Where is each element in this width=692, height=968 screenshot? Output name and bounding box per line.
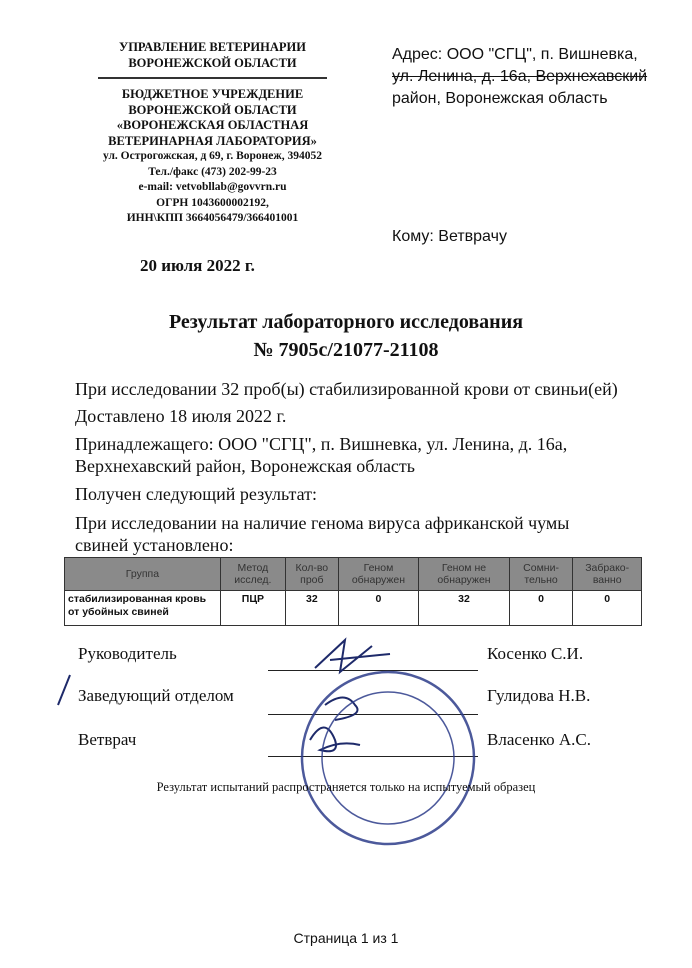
result-disclaimer: Результат испытаний распространяется только на испытуемый образец	[156, 780, 536, 794]
col-rejected: Забрако-ванно	[573, 558, 642, 591]
recipient: Кому: Ветврачу	[392, 228, 507, 245]
owner-line: Принадлежащего: ООО "СГЦ", п. Вишневка, ул. Ленина, д. 16а,	[75, 434, 568, 454]
col-doubtful: Сомни-тельно	[509, 558, 573, 591]
document-date: 20 июля 2022 г.	[140, 256, 255, 275]
body-samples: При исследовании 32 проб(ы) стабилизированной крови от свиньи(ей)	[75, 379, 618, 399]
handwritten-signature	[315, 640, 390, 672]
handwritten-signature	[310, 728, 360, 752]
signature-role: Руководитель	[78, 644, 177, 663]
signature-name: Власенко А.С.	[487, 730, 592, 749]
org-line: ВОРОНЕЖСКОЙ ОБЛАСТИ	[128, 102, 297, 117]
signature-name: Гулидова Н.В.	[487, 686, 591, 705]
address-line: Адрес: ООО "СГЦ", п. Вишневка,	[392, 46, 638, 63]
body-result-intro: Получен следующий результат:	[75, 484, 318, 504]
address-line: ул. Ленина, д. 16а, Верхнехавский	[392, 68, 648, 85]
cell-count: 32	[285, 591, 338, 626]
cell-detected: 0	[338, 591, 419, 626]
test-line: свиней установлено:	[75, 535, 234, 555]
col-group: Группа	[65, 558, 221, 591]
handwritten-signature	[58, 675, 358, 720]
page-number: Страница 1 из 1	[293, 930, 399, 946]
test-line: При исследовании на наличие генома вируса африканской чумы	[75, 513, 570, 533]
owner-line: Верхнехавский район, Воронежская область	[75, 456, 415, 476]
signature-role: Ветврач	[78, 730, 137, 749]
org-inn: ИНН\КПП 3664056479/366401001	[126, 212, 299, 224]
address-line: район, Воронежская область	[392, 90, 608, 107]
org-ogrn: ОГРН 1043600002192,	[156, 196, 269, 209]
official-stamp	[302, 672, 474, 844]
org-email: e-mail: vetvobllab@govvrn.ru	[138, 181, 287, 193]
cell-rejected: 0	[573, 591, 642, 626]
org-line: «ВОРОНЕЖСКАЯ ОБЛАСТНАЯ	[116, 118, 309, 132]
cell-doubtful: 0	[509, 591, 573, 626]
col-not-detected: Геном не обнаружен	[419, 558, 510, 591]
body-delivered: Доставлено 18 июля 2022 г.	[75, 406, 287, 426]
org-address: ул. Острогожская, д 69, г. Воронеж, 394052	[103, 150, 322, 162]
col-method: Метод исслед.	[220, 558, 285, 591]
org-line: ВЕТЕРИНАРНАЯ ЛАБОРАТОРИЯ»	[108, 133, 317, 148]
cell-group: стабилизированная кровь от убойных свиней	[65, 591, 221, 626]
signature-role: Заведующий отделом	[78, 686, 234, 705]
document-number: № 7905с/21077-21108	[253, 339, 439, 361]
col-count: Кол-во проб	[285, 558, 338, 591]
cell-method: ПЦР	[220, 591, 285, 626]
org-line: УПРАВЛЕНИЕ ВЕТЕРИНАРИИ	[119, 40, 306, 54]
cell-not-detected: 32	[419, 591, 510, 626]
col-detected: Геном обнаружен	[338, 558, 419, 591]
title-line: Результат лабораторного исследования	[168, 311, 524, 333]
signature-name: Косенко С.И.	[487, 644, 584, 663]
org-line: ВОРОНЕЖСКОЙ ОБЛАСТИ	[128, 55, 297, 70]
org-phone: Тел./факс (473) 202-99-23	[148, 165, 277, 178]
org-line: БЮДЖЕТНОЕ УЧРЕЖДЕНИЕ	[121, 87, 304, 101]
